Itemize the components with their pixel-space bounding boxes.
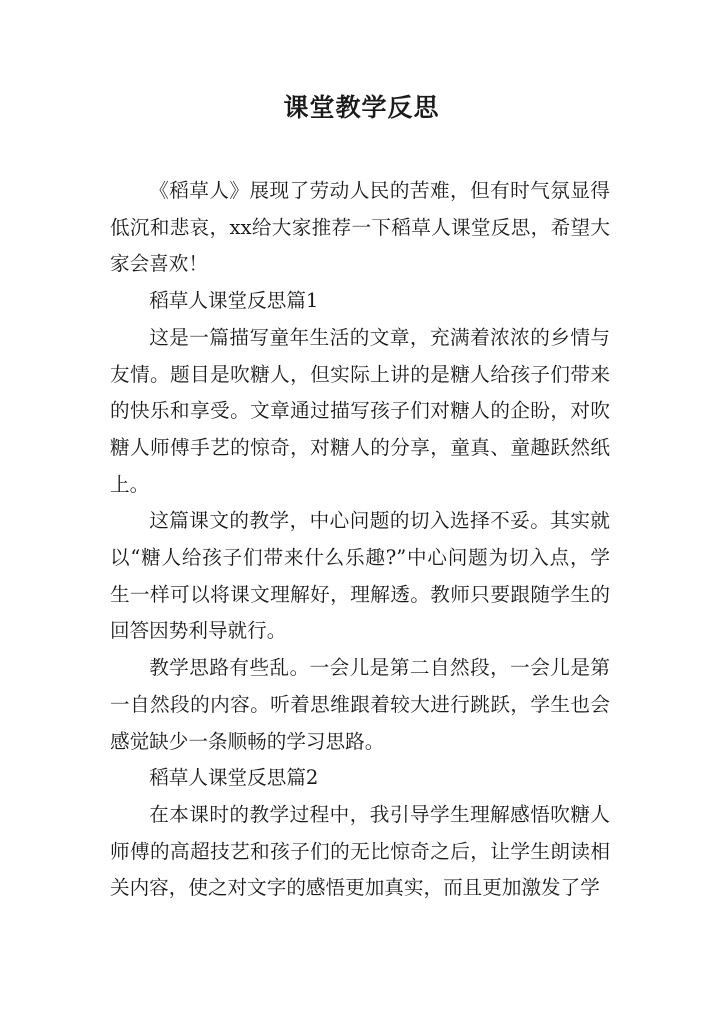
section-heading-1: 稻草人课堂反思篇1 bbox=[149, 289, 319, 313]
intro-paragraph: 《稻草人》展现了劳动人民的苦难，但有时气氛显得低沉和悲哀，xx给大家推荐一下稻草人课堂反思，希望大家会喜欢！ bbox=[110, 179, 610, 276]
body-paragraph: 这篇课文的教学，中心问题的切入选择不妥。其实就以“糖人给孩子们带来什么乐趣?”中心问题为切入点，学生一样可以将课文理解好，理解透。教师只要跟随学生的回答因势利导就行。 bbox=[110, 509, 610, 643]
body-paragraph: 教学思路有些乱。一会儿是第二自然段，一会儿是第一自然段的内容。听着思维跟着较大进行跳跃，学生也会感觉缺少一条顺畅的学习思路。 bbox=[110, 656, 610, 753]
body-paragraph: 在本课时的教学过程中，我引导学生理解感悟吹糖人师傅的高超技艺和孩子们的无比惊奇之后，让学生朗读相关内容，使之对文字的感悟更加真实，而且更加激发了学 bbox=[110, 802, 610, 900]
body-paragraph: 这是一篇描写童年生活的文章，充满着浓浓的乡情与友情。题目是吹糖人，但实际上讲的是糖人给孩子们带来的快乐和享受。文章通过描写孩子们对糖人的企盼，对吹糖人师傅手艺的惊奇，对糖人的分享，童真、童趣跃然纸上。 bbox=[110, 325, 610, 496]
page-title: 课堂教学反思 bbox=[283, 93, 440, 122]
section-heading-2: 稻草人课堂反思篇2 bbox=[149, 766, 319, 790]
document-body bbox=[110, 173, 610, 907]
